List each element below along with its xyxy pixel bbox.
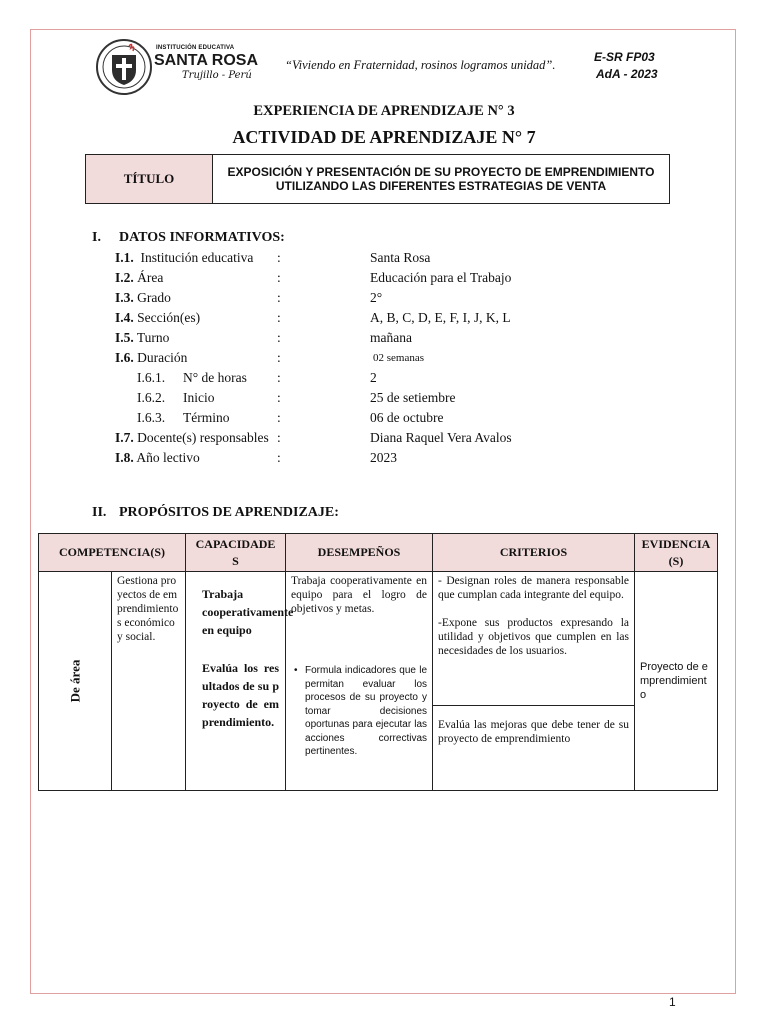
info-value: Educación para el Trabajo — [370, 270, 512, 285]
info-value: 2° — [370, 290, 383, 305]
info-number: I.8. — [115, 450, 134, 465]
info-row-grade — [115, 290, 715, 310]
experience-title: EXPERIENCIA DE APRENDIZAJE N° 3 — [253, 103, 515, 119]
info-row-institution — [115, 250, 715, 270]
section-1-number: I. — [92, 230, 101, 245]
info-row-hours — [137, 370, 737, 390]
info-colon: : — [277, 270, 281, 285]
info-row-area — [115, 270, 715, 290]
info-number: I.1. — [115, 250, 134, 265]
header-capacidades: CAPACIDADES — [186, 534, 286, 572]
activity-title: ACTIVIDAD DE APRENDIZAJE N° 7 — [232, 127, 536, 147]
info-value: 02 semanas — [373, 352, 425, 364]
school-location: Trujillo - Perú — [182, 70, 252, 81]
info-number: I.3. — [115, 290, 134, 305]
section-2-number: II. — [92, 505, 107, 520]
school-motto: “Viviendo en Fraternidad, rosinos logramos unidad”. — [285, 58, 556, 72]
criterios-cell — [433, 572, 635, 791]
info-colon: : — [277, 350, 281, 365]
competencia-cell — [112, 572, 186, 791]
info-colon: : — [277, 430, 281, 445]
info-label: Sección(es) — [137, 310, 201, 325]
info-value: mañana — [370, 330, 412, 345]
criterio-2: -Expone sus productos expresando la utilidad y objetivos que cumplen en las necesidades de los usuarios. — [438, 617, 630, 657]
info-label: Inicio — [183, 390, 215, 405]
section-2-title: PROPÓSITOS DE APRENDIZAJE: — [119, 505, 339, 520]
info-colon: : — [277, 250, 281, 265]
school-name: SANTA ROSA — [154, 52, 258, 69]
school-type-label: INSTITUCIÓN EDUCATIVA — [156, 45, 235, 51]
desempeno-1: Trabaja cooperativamente en equipo para el logro de objetivos y metas. — [291, 575, 428, 615]
document-code: E-SR FP03 — [594, 50, 655, 64]
header-criterios: CRITERIOS — [433, 534, 635, 572]
info-label: N° de horas — [183, 370, 247, 385]
area-label: De área — [67, 659, 82, 703]
capacidad-1: Trabaja cooperativamente en equipo — [202, 587, 294, 637]
criterio-1: - Designan roles de manera responsable que cumplan cada integrante del equipo. — [438, 575, 630, 601]
info-number: I.2. — [115, 270, 134, 285]
info-value: 06 de octubre — [370, 410, 444, 425]
title-table — [85, 154, 670, 204]
info-value: Santa Rosa — [370, 250, 431, 265]
info-row-end — [137, 410, 737, 430]
info-number: I.6. — [115, 350, 134, 365]
section-1-title: DATOS INFORMATIVOS: — [119, 230, 285, 245]
info-colon: : — [277, 290, 281, 305]
title-label: TÍTULO — [86, 155, 213, 204]
info-label: Grado — [137, 290, 171, 305]
document-year-code: AdA - 2023 — [596, 67, 658, 81]
capacidades-cell — [186, 572, 294, 791]
info-label: Término — [183, 410, 230, 425]
info-row-sections — [115, 310, 715, 330]
header-competencia: COMPETENCIA(S) — [39, 534, 186, 572]
info-label: Área — [137, 270, 164, 285]
info-colon: : — [277, 410, 281, 425]
competencia-text: Gestiona proyectos de emprendimientos económico y social. — [117, 575, 179, 643]
desempeno-2: • Formula indicadores que le permitan evaluar los procesos de su proyecto y tomar decisiones oportunas para ejecutar las acciones correctivas pertinentes. — [291, 664, 427, 759]
info-number: I.4. — [115, 310, 134, 325]
capacidad-2: Evalúa los resultados de su proyecto de emprendimiento. — [202, 661, 280, 729]
info-label: Docente(s) responsables — [137, 430, 269, 445]
info-value: A, B, C, D, E, F, I, J, K, L — [370, 310, 511, 325]
page-number: 1 — [669, 995, 676, 1009]
info-value: Diana Raquel Vera Avalos — [370, 430, 512, 445]
desempenos-cell — [286, 572, 433, 791]
info-row-duration — [115, 350, 715, 370]
info-value: 2023 — [370, 450, 397, 465]
purposes-table — [38, 533, 718, 791]
info-label: Turno — [136, 330, 170, 345]
info-label: Duración — [137, 350, 188, 365]
info-row-school-year — [115, 450, 715, 470]
info-number: I.5. — [115, 330, 134, 345]
info-number: I.6.2. — [137, 390, 166, 405]
header-evidencias: EVIDENCIA(S) — [635, 534, 718, 572]
criterio-3: Evalúa las mejoras que debe tener de su proyecto de emprendimiento — [438, 719, 630, 745]
info-value: 25 de setiembre — [370, 390, 456, 405]
info-number: I.7. — [115, 430, 134, 445]
info-label: Institución educativa — [140, 250, 254, 265]
title-value: EXPOSICIÓN Y PRESENTACIÓN DE SU PROYECTO DE EMPRENDIMIENTO UTILIZANDO LAS DIFERENTES ESTRATEGIAS DE VENTA — [213, 155, 670, 204]
info-colon: : — [277, 310, 281, 325]
info-row-shift — [115, 330, 715, 350]
evidencia-cell — [635, 572, 718, 791]
info-label: Año lectivo — [136, 450, 200, 465]
criterios-top — [433, 572, 634, 706]
section-1-heading — [92, 230, 285, 246]
info-value: 2 — [370, 370, 377, 385]
info-colon: : — [277, 370, 281, 385]
info-colon: : — [277, 450, 281, 465]
evidencia-text: Proyecto de emprendimiento — [640, 661, 708, 701]
info-colon: : — [277, 330, 281, 345]
info-colon: : — [277, 390, 281, 405]
info-number: I.6.1. — [137, 370, 166, 385]
area-cell — [39, 572, 112, 791]
school-crest-icon — [95, 38, 153, 96]
header-desempenos: DESEMPEÑOS — [286, 534, 433, 572]
info-row-teacher — [115, 430, 715, 450]
section-2-heading — [92, 505, 339, 521]
info-row-start — [137, 390, 737, 410]
info-number: I.6.3. — [137, 410, 166, 425]
